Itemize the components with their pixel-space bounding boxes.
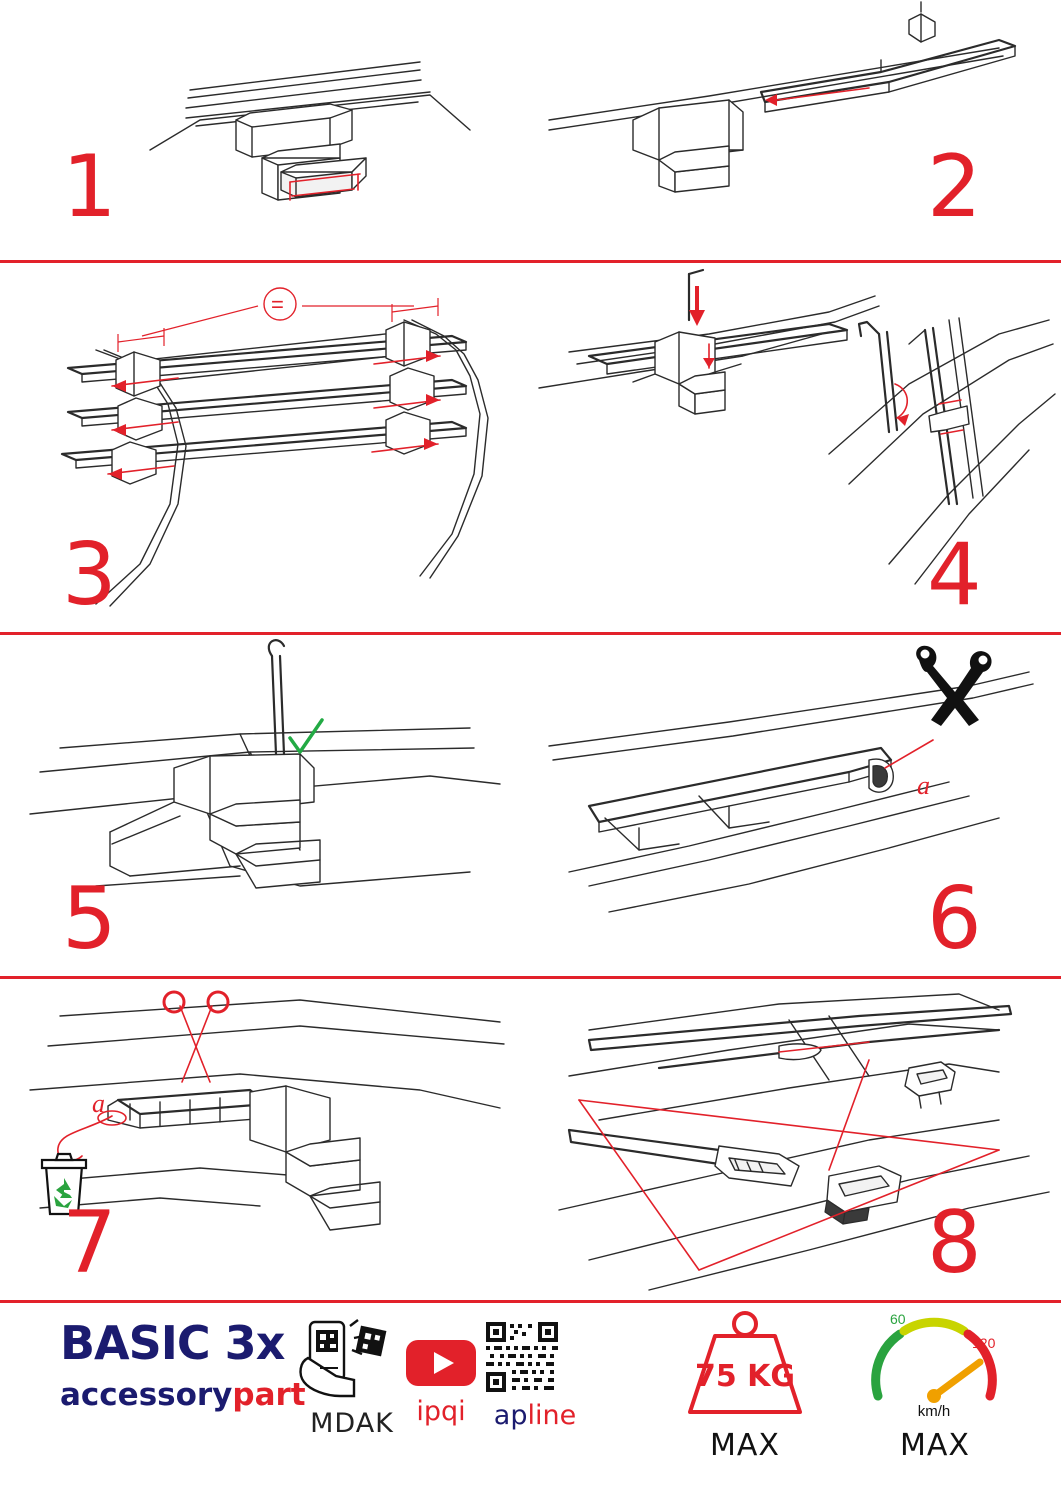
step-2-panel [529,0,1061,260]
max-load-value: 75 KG [694,1359,796,1394]
step-5-panel [0,636,529,976]
step-number-1: 1 [62,137,117,237]
divider-row-2 [0,632,1061,635]
divider-row-3 [0,976,1061,979]
logo-apline[interactable] [470,1318,600,1431]
product-brand [60,1316,306,1413]
step-3-drawing [62,288,488,606]
svg-text:=: = [271,292,284,317]
step-6-panel [529,636,1061,976]
product-title: BASIC 3x [60,1316,285,1370]
speed-unit: km/h [917,1403,951,1420]
step-1-panel [0,0,529,260]
svg-text:a: a [92,1089,105,1118]
step-4-panel [529,264,1061,632]
step-3-panel [0,264,529,632]
apline-part-a: ap [493,1400,528,1431]
apline-part-b: line [527,1400,577,1431]
logo-mdak [292,1318,412,1439]
speedometer-icon [860,1304,1010,1424]
footer [0,1300,1061,1500]
brand-name-part-b: part [232,1377,306,1413]
speed-tick-min: 60 [890,1311,906,1327]
step-1-drawing [150,62,470,200]
logo-ipqi-caption: ipqi [416,1396,466,1427]
max-load-caption: MAX [710,1428,780,1463]
hand-phone-qr-icon [292,1318,412,1402]
qr-code-icon[interactable] [470,1318,600,1394]
speed-tick-max: 120 [972,1335,996,1351]
step-number-4: 4 [927,525,982,625]
step-8-panel [529,980,1061,1300]
weight-icon [660,1308,830,1424]
brand-name [60,1377,306,1413]
step-7-panel [0,980,529,1300]
brand-name-part-a: accessory [60,1377,233,1413]
svg-text:a: a [917,771,930,800]
step-number-3: 3 [62,525,117,625]
max-load [660,1308,830,1463]
logo-mdak-caption: MDAK [310,1408,394,1439]
max-speed-caption: MAX [900,1428,970,1463]
step-number-7: 7 [62,1193,117,1293]
logo-apline-caption [470,1400,600,1431]
step-5-drawing [30,640,500,888]
step-number-5: 5 [62,869,117,969]
max-speed [860,1304,1010,1463]
divider-row-1 [0,260,1061,263]
step-number-2: 2 [927,137,982,237]
step-number-6: 6 [927,869,982,969]
step-number-8: 8 [927,1193,982,1293]
